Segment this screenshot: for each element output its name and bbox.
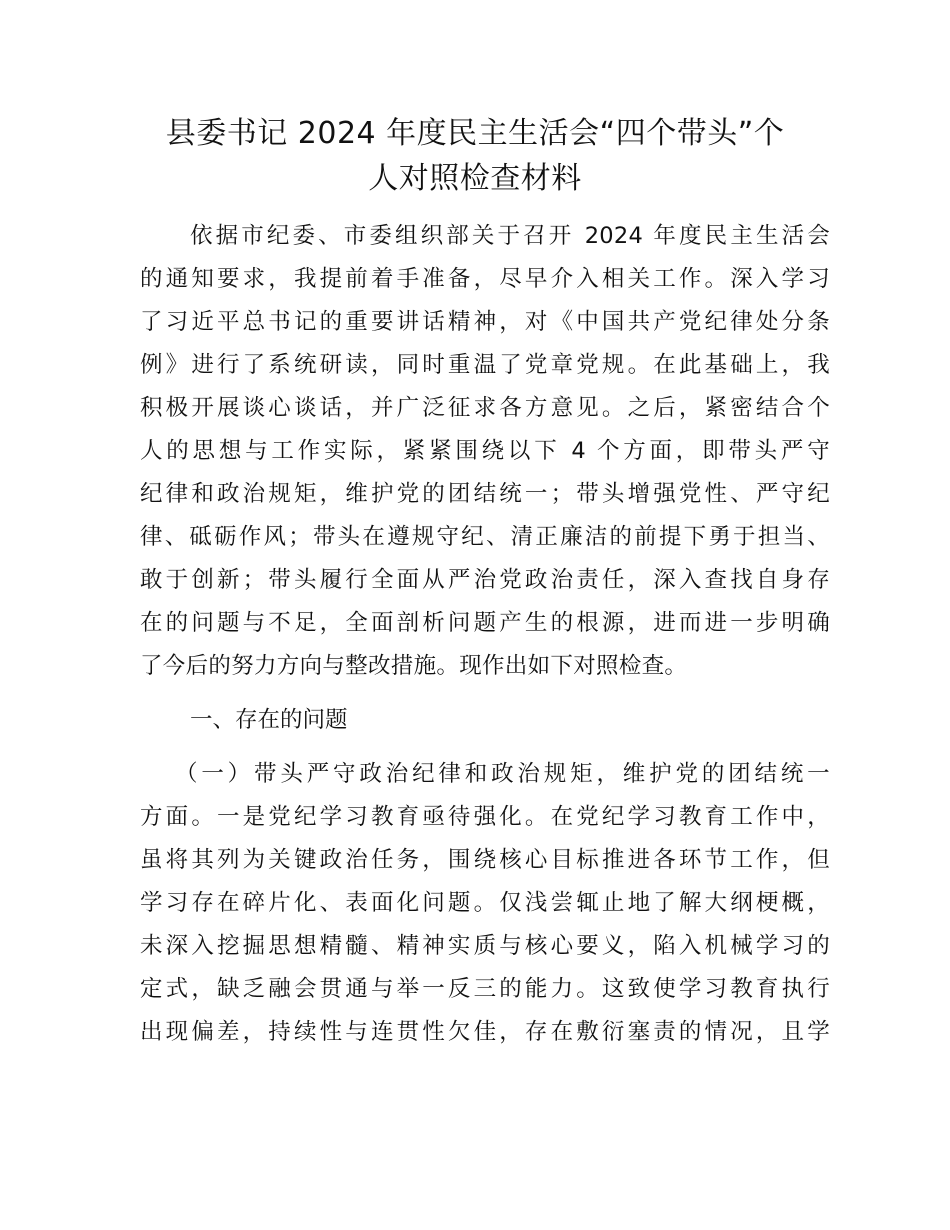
paragraph-line: 学习存在碎片化、表面化问题。仅浅尝辄止地了解大纲梗概， [140, 890, 830, 916]
document-title-line-1: 县委书记 2024 年度民主生活会“四个带头”个 [165, 116, 785, 151]
paragraph-line: 积极开展谈心谈话，并广泛征求各方意见。之后，紧密结合个 [140, 395, 830, 421]
paragraph-line: 未深入挖掘思想精髓、精神实质与核心要义，陷入机械学习的 [140, 933, 830, 959]
document-title-line-2: 人对照检查材料 [368, 161, 582, 196]
section-heading: 一、存在的问题 [190, 707, 348, 733]
paragraph-line: 定式，缺乏融会贯通与举一反三的能力。这致使学习教育执行 [140, 976, 830, 1002]
paragraph-line: 出现偏差，持续性与连贯性欠佳，存在敷衍塞责的情况，且学 [140, 1019, 830, 1045]
paragraph-line: 例》进行了系统研读，同时重温了党章党规。在此基础上，我 [140, 352, 830, 378]
paragraph-line: 在的问题与不足，全面剖析问题产生的根源，进而进一步明确 [140, 610, 830, 636]
paragraph-line: 虽将其列为关键政治任务，围绕核心目标推进各环节工作，但 [140, 847, 830, 873]
paragraph-line: 方面。一是党纪学习教育亟待强化。在党纪学习教育工作中， [140, 804, 830, 830]
paragraph-line: 的通知要求，我提前着手准备，尽早介入相关工作。深入学习 [140, 266, 830, 292]
paragraph-line: 敢于创新；带头履行全面从严治党政治责任，深入查找自身存 [140, 567, 830, 593]
paragraph-line: 依据市纪委、市委组织部关于召开 2024 年度民主生活会 [190, 223, 830, 249]
paragraph-line: 了今后的努力方向与整改措施。现作出如下对照检查。 [140, 653, 688, 679]
paragraph-line: 了习近平总书记的重要讲话精神，对《中国共产党纪律处分条 [140, 309, 830, 335]
paragraph-line: 人的思想与工作实际，紧紧围绕以下 4 个方面，即带头严守 [140, 438, 830, 464]
paragraph-line: 纪律和政治规矩，维护党的团结统一；带头增强党性、严守纪 [140, 481, 830, 507]
paragraph-line: （一）带头严守政治纪律和政治规矩，维护党的团结统一 [175, 761, 830, 787]
paragraph-line: 律、砥砺作风；带头在遵规守纪、清正廉洁的前提下勇于担当、 [140, 524, 830, 550]
